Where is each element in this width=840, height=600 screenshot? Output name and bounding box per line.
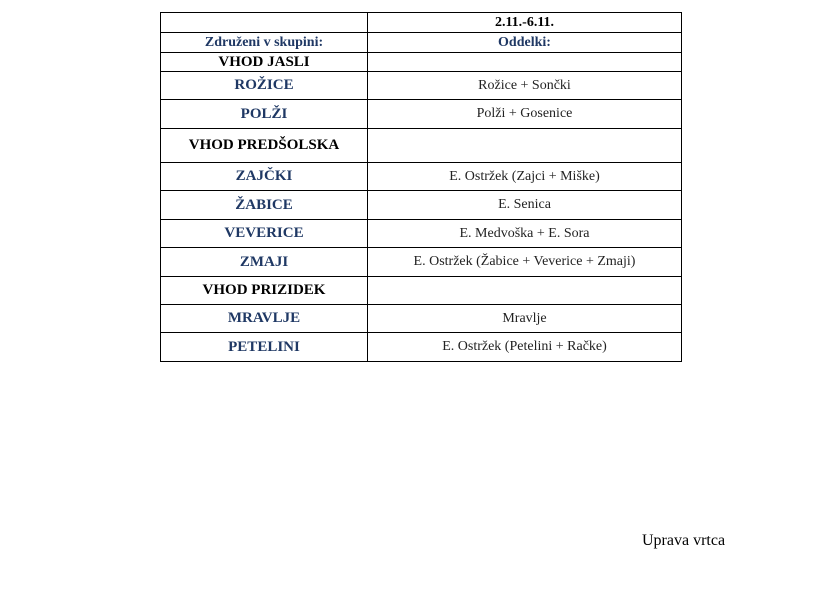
group-name: ZMAJI [161, 248, 368, 277]
signature: Uprava vrtca [642, 532, 726, 549]
table-row [161, 333, 682, 362]
department-cell: E. Ostržek (Žabice + Veverice + Zmaji) [368, 248, 682, 277]
header-row [161, 33, 682, 53]
table-row [161, 53, 682, 72]
department-cell [368, 277, 682, 305]
table-row [161, 305, 682, 333]
table-row [161, 163, 682, 191]
department-cell: Mravlje [368, 305, 682, 333]
table-row [161, 277, 682, 305]
empty-corner-cell [161, 13, 368, 33]
table-row [161, 220, 682, 248]
table-row [161, 248, 682, 277]
entrance-label: VHOD JASLI [161, 53, 368, 72]
table-row [161, 72, 682, 100]
department-cell [368, 53, 682, 72]
date-row [161, 13, 682, 33]
group-name: ZAJČKI [161, 163, 368, 191]
group-name: VEVERICE [161, 220, 368, 248]
entrance-label: VHOD PRIZIDEK [161, 277, 368, 305]
department-cell [368, 129, 682, 163]
table-row [161, 100, 682, 129]
groups-column-header: Združeni v skupini: [161, 33, 368, 53]
table-row [161, 191, 682, 220]
departments-column-header: Oddelki: [368, 33, 682, 53]
group-name: MRAVLJE [161, 305, 368, 333]
group-name: PETELINI [161, 333, 368, 362]
table-row [161, 129, 682, 163]
department-cell: E. Ostržek (Petelini + Račke) [368, 333, 682, 362]
department-cell: Rožice + Sončki [368, 72, 682, 100]
department-cell: E. Medvoška + E. Sora [368, 220, 682, 248]
entrance-label: VHOD PREDŠOLSKA [161, 129, 368, 163]
department-cell: E. Senica [368, 191, 682, 220]
group-name: ŽABICE [161, 191, 368, 220]
group-name: POLŽI [161, 100, 368, 129]
group-name: ROŽICE [161, 72, 368, 100]
schedule-table [160, 12, 682, 362]
department-cell: E. Ostržek (Zajci + Miške) [368, 163, 682, 191]
department-cell: Polži + Gosenice [368, 100, 682, 129]
date-range: 2.11.-6.11. [368, 13, 682, 33]
